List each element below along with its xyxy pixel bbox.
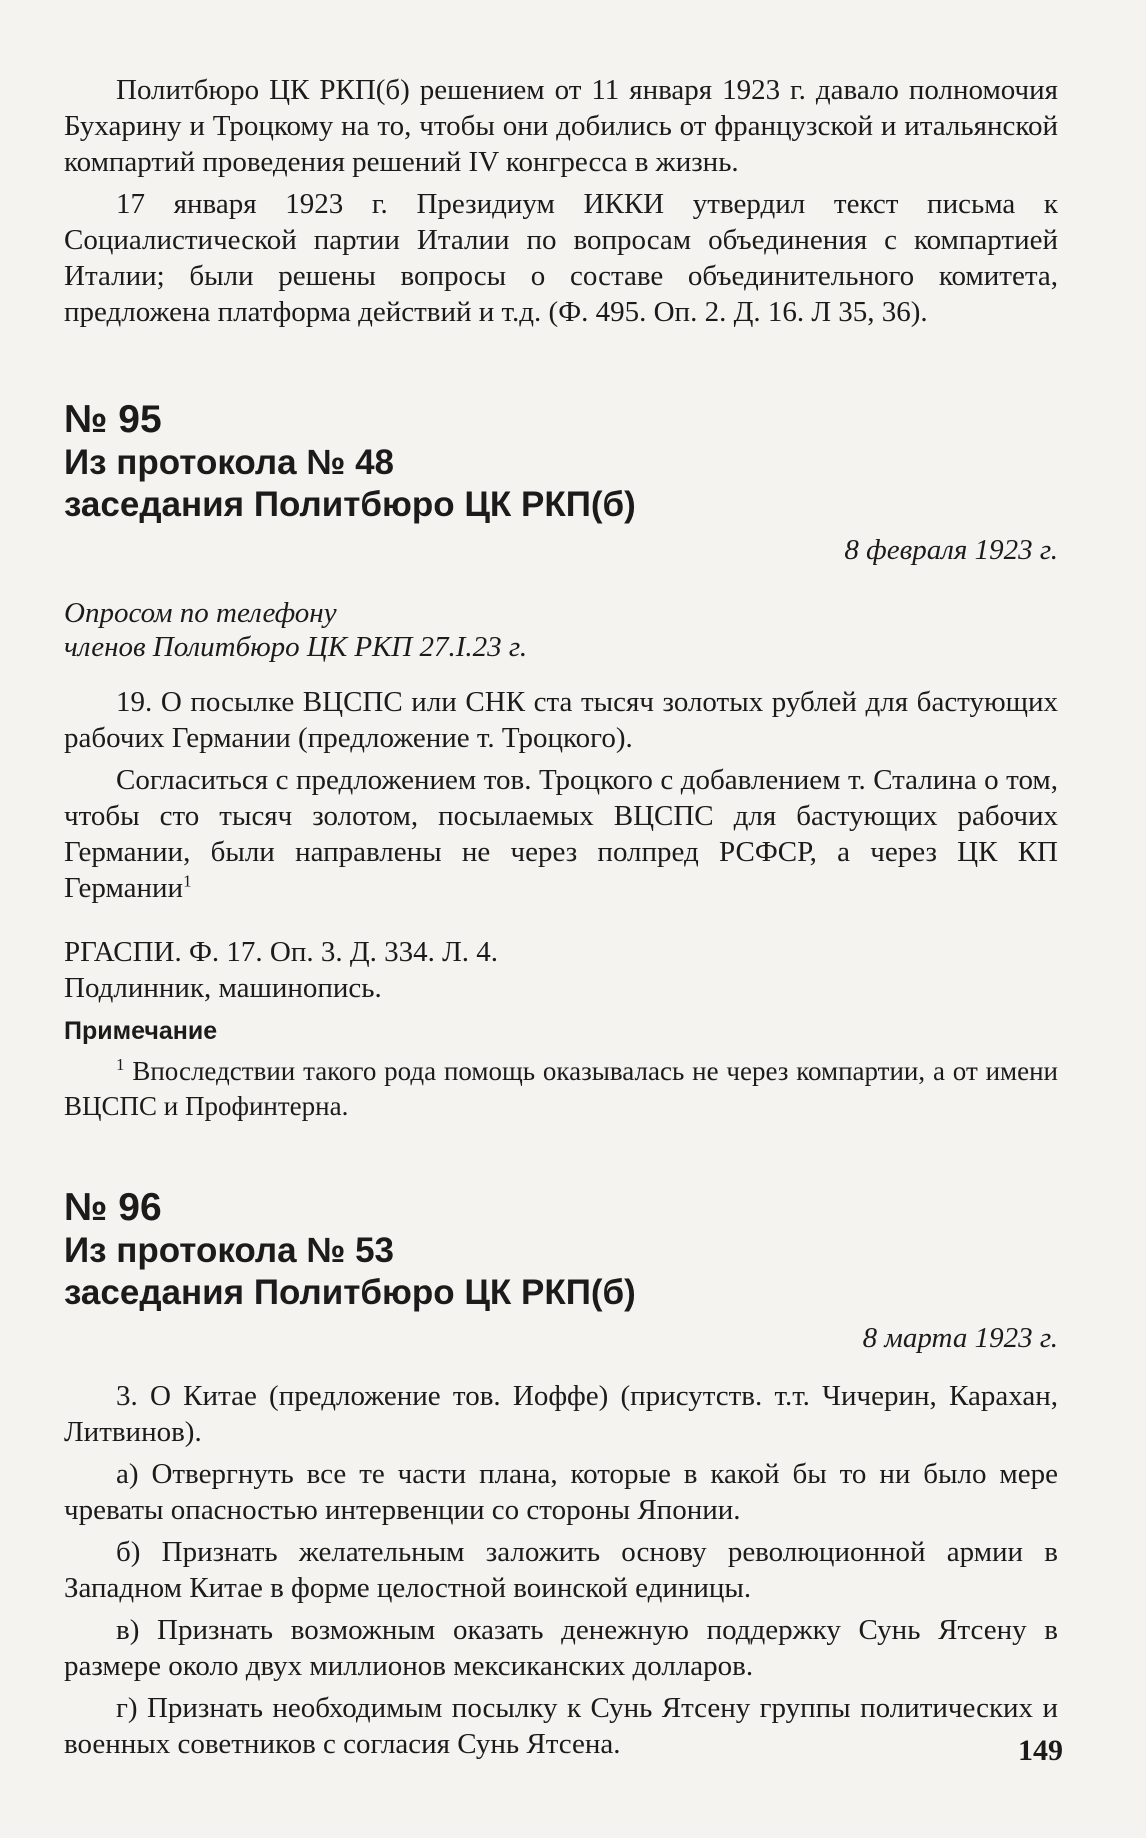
- doc96-date: 8 марта 1923 г.: [862, 1322, 1058, 1354]
- doc95-decision: [64, 762, 1058, 906]
- doc96-point-a: а) Отвергнуть все те части плана, которые в какой бы то ни было мере чреваты опасностью интервенции со стороны Японии.: [64, 1458, 1058, 1526]
- doc95-poll-line-2: членов Политбюро ЦК РКП 27.I.23 г.: [64, 631, 528, 663]
- doc96-point-b: б) Признать желательным заложить основу революционной армии в Западном Китае в форме целостной воинской единицы.: [64, 1536, 1058, 1604]
- doc96-heading-line-2: заседания Политбюро ЦК РКП(б): [64, 1273, 636, 1312]
- doc96-item-3: 3. О Китае (предложение тов. Иоффе) (присутств. т.т. Чичерин, Карахан, Литвинов).: [64, 1380, 1058, 1448]
- intro-paragraph-1: Политбюро ЦК РКП(б) решением от 11 января 1923 г. давало полномочия Бухарину и Троцкому на то, чтобы они добились от французской и итальянской компартий проведения решений IV конгресса в жизнь.: [64, 74, 1058, 178]
- doc95-poll-line-1: Опросом по телефону: [64, 597, 337, 629]
- document-number-96: № 96: [64, 1186, 162, 1229]
- doc95-decision-text: Согласиться с предложением тов. Троцкого с добавлением т. Сталина о том, чтобы сто тысяч золотом, посылаемых ВЦСПС для бастующих рабочих Германии, были направлены не через полпред РСФСР, а через ЦК КП Германии: [64, 764, 1058, 904]
- doc95-heading-line-1: Из протокола № 48: [64, 443, 395, 482]
- footnote-number: 1: [116, 1055, 125, 1074]
- doc95-source-archive: РГАСПИ. Ф. 17. Оп. 3. Д. 334. Л. 4.: [64, 936, 499, 968]
- page-content: [64, 72, 1058, 1768]
- document-number-95: № 95: [64, 398, 162, 441]
- footnote-mark: 1: [183, 871, 192, 891]
- note-title: Примечание: [64, 1017, 218, 1045]
- intro-paragraph-2: 17 января 1923 г. Президиум ИККИ утвердил текст письма к Социалистической партии Италии по вопросам объединения с компартией Италии; были решены вопросы о составе объединительного комитета, предложена платформа действий и т.д. (Ф. 495. Оп. 2. Д. 16. Л 35, 36).: [64, 188, 1058, 328]
- footnote-body: Впоследствии такого рода помощь оказывалась не через компартии, а от имени ВЦСПС и Профинтерна.: [64, 1056, 1058, 1121]
- doc96-point-v: в) Признать возможным оказать денежную поддержку Сунь Ятсену в размере около двух миллионов мексиканских долларов.: [64, 1614, 1058, 1682]
- doc96-heading-line-1: Из протокола № 53: [64, 1231, 395, 1270]
- page-number: 149: [1018, 1734, 1063, 1767]
- doc95-item-19: 19. О посылке ВЦСПС или СНК ста тысяч золотых рублей для бастующих рабочих Германии (предложение т. Троцкого).: [64, 686, 1058, 754]
- doc96-point-g: г) Признать необходимым посылку к Сунь Ятсену группы политических и военных советников с согласия Сунь Ятсена.: [64, 1692, 1058, 1760]
- doc95-source-type: Подлинник, машинопись.: [64, 972, 382, 1004]
- doc95-date: 8 февраля 1923 г.: [844, 534, 1058, 566]
- footnote-text: [64, 1054, 1058, 1124]
- doc95-heading-line-2: заседания Политбюро ЦК РКП(б): [64, 485, 636, 524]
